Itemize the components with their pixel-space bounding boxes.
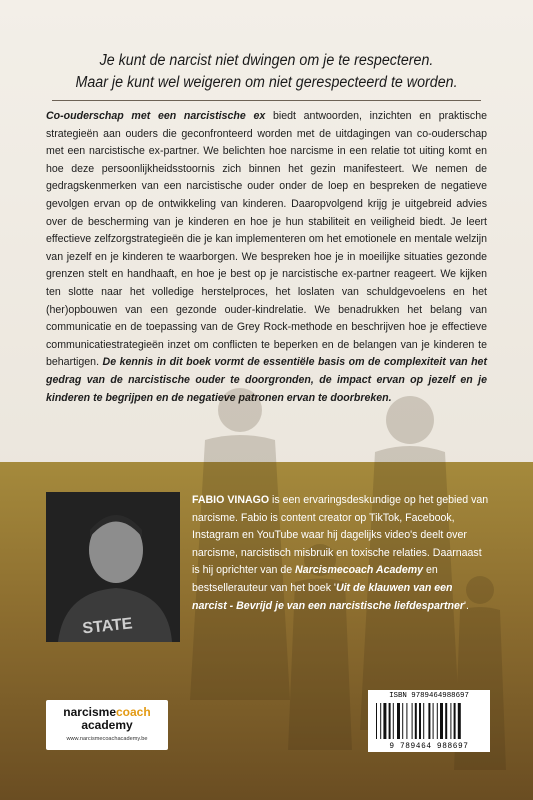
academy-logo — [46, 700, 168, 750]
book-title: Uit de klauwen van een narcist - Bevrijd je van een narcistische liefdespartner — [192, 581, 465, 612]
divider-line — [52, 100, 481, 101]
isbn-label: ISBN 9789464988697 — [389, 692, 469, 700]
description-lead: Co-ouderschap met een narcistische ex — [46, 110, 266, 122]
logo-word-1: narcisme — [63, 705, 116, 719]
isbn-barcode — [368, 690, 490, 752]
author-photo — [46, 492, 180, 642]
logo-word-2: coach — [116, 705, 151, 719]
bio-text-3: '. — [464, 599, 469, 612]
svg-text:STATE: STATE — [81, 615, 134, 638]
book-description — [46, 108, 487, 407]
bio-text-1: is een ervaringsdeskundige op het gebied van narcisme. Fabio is content creator op TikTok, Facebook, Instagram en YouTube waar hij dagelijks video's deelt over narcisme, narcistisch misbruik en toxische relaties. Daarnaast is hij oprichter van de — [192, 494, 489, 577]
bio-text-2: en bestsellerauteur van het boek ' — [192, 564, 438, 594]
quote-line-1: Je kunt de narcist niet dwingen om je te respecteren. — [99, 52, 434, 69]
barcode-bars — [368, 701, 490, 741]
quote-line-2: Maar je kunt wel weigeren om niet gerespecteerd te worden. — [75, 74, 458, 91]
author-bio — [192, 492, 490, 615]
company-name: Narcismecoach Academy — [295, 564, 424, 577]
description-closing: De kennis in dit boek vormt de essentiële basis om de complexiteit van het gedrag van de narcistische ouder te doorgronden, de impact ervan op jezelf en je kinderen te begrijpen en de negatieve patronen ervan te doorbreken. — [46, 356, 487, 404]
logo-url: www.narcismecoachacademy.be — [66, 736, 148, 742]
cover-quote — [40, 50, 494, 94]
barcode-number: 9 789464 988697 — [389, 743, 469, 751]
description-text: biedt antwoorden, inzichten en praktische strategieën aan ouders die geconfronteerd worden met de uitdagingen van co-ouderschap met een narcistische ex-partner. We belichten hoe narcisme in een relatie tot uiting komt en hoe deze persoonlijkheidsstoornis zich binnen het gezin manifesteert. We nemen de gedragskenmerken van een narcistische ouder onder de loep en bespreken de negatieve gevolgen ervan op de ontwikkeling van kinderen. Daaropvolgend krijg je uitgebreid advies over de bescherming van je kinderen en hoe je hun stabiliteit en veiligheid biedt. Je leert effectieve zelfzorgstrategieën die je kan implementeren om het emotionele en mentale welzijn van jezelf en je kinderen te waarborgen. We bespreken hoe je in moeilijke situaties gezonde grenzen stelt en handhaaft, en hoe je best op je narcistische ex-partner reageert. We kijken ten slotte naar het volledige herstelproces, het loslaten van schuldgevoelens en het (her)opbouwen van een gezonde ouder-kindrelatie. We benadrukken het belang van communicatie en de toepassing van de Grey Rock-methode en beschrijven hoe je effectieve communicatiestrategieën inzet om conflicten te beperken en de belangen van je kinderen te behartigen. — [46, 110, 487, 369]
logo-word-3: academy — [81, 718, 133, 732]
author-name: FABIO VINAGO — [192, 494, 270, 506]
